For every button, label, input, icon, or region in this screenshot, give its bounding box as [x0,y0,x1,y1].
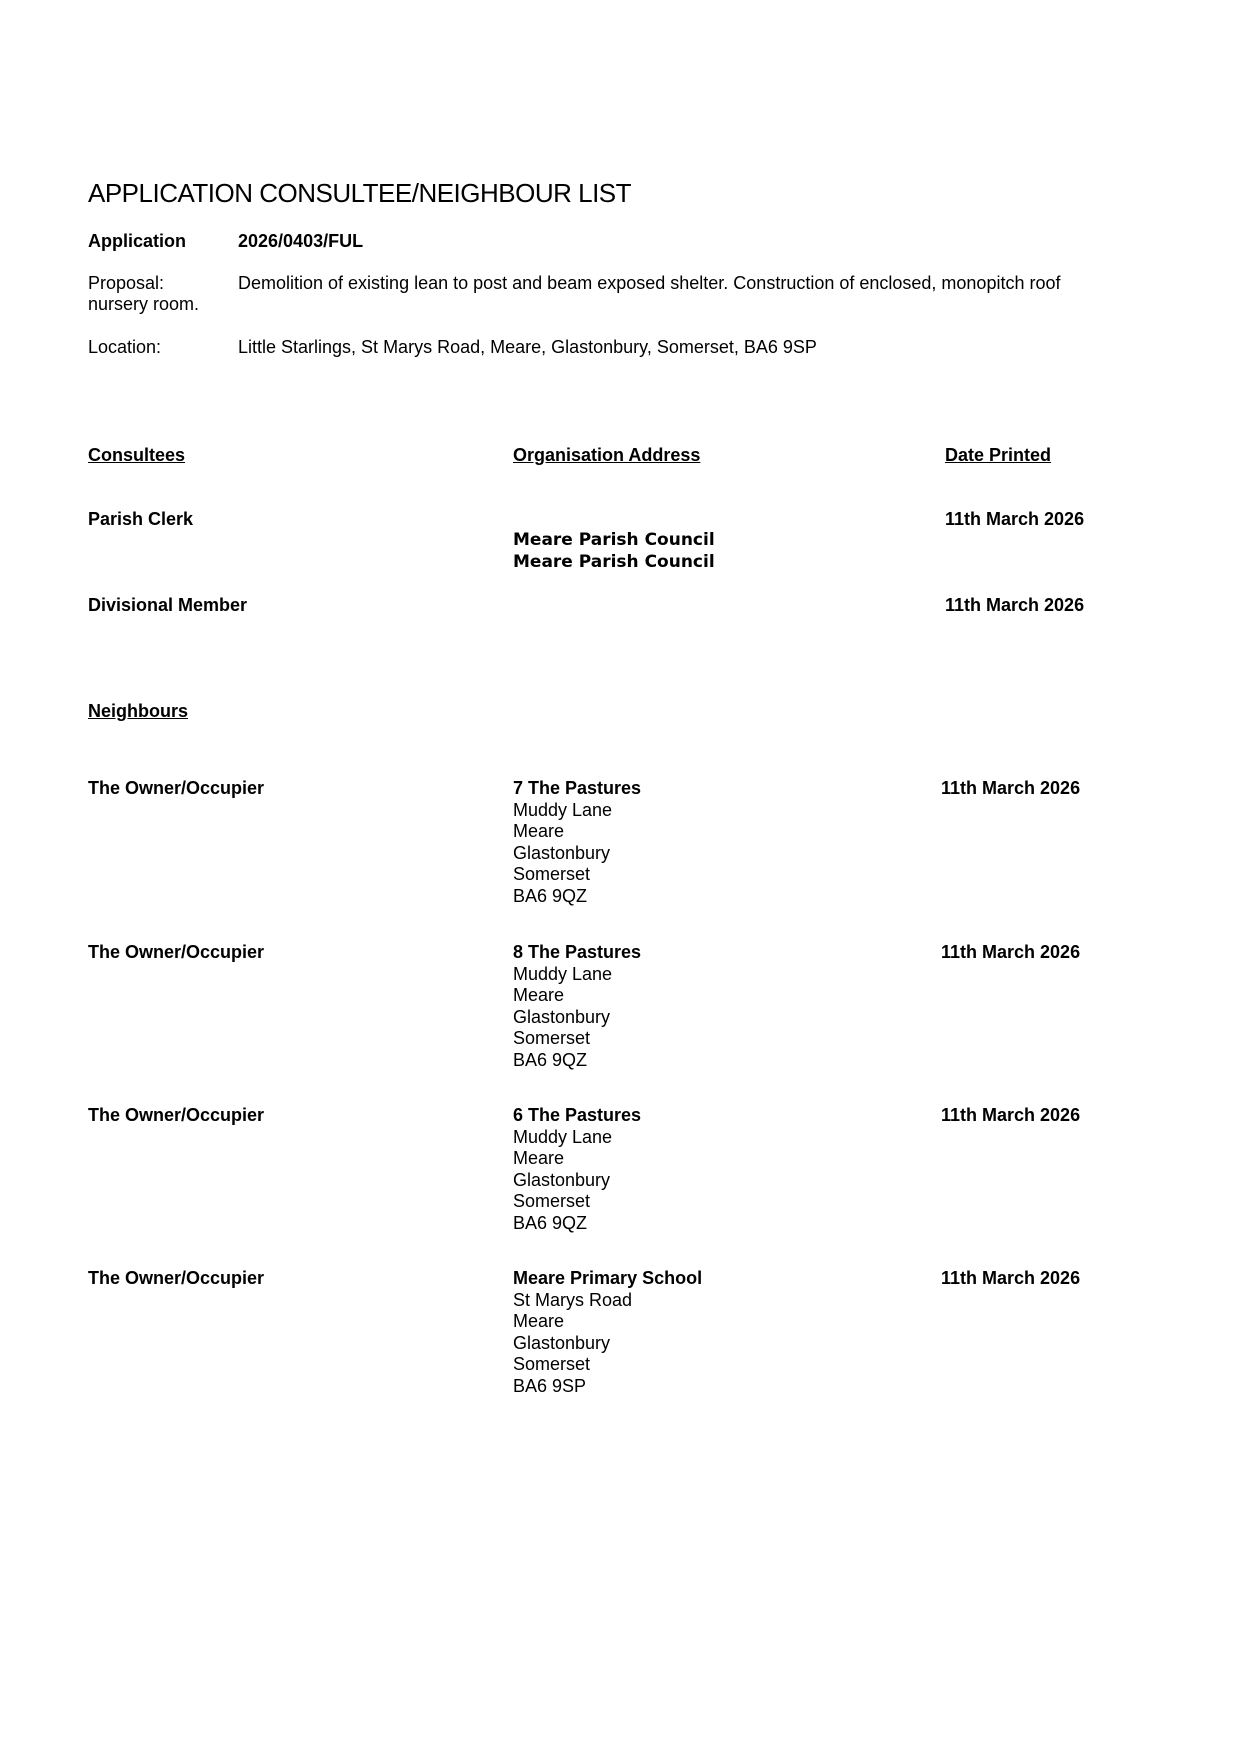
consultee-date: 11th March 2026 [945,595,1085,615]
consultees-header: Consultees [88,445,186,465]
neighbour-date: 11th March 2026 [941,1268,1081,1288]
consultee-organisation [513,530,715,573]
page-title: APPLICATION CONSULTEE/NEIGHBOUR LIST [88,178,632,208]
neighbour-name: The Owner/Occupier [88,778,265,798]
neighbour-address [513,1105,641,1235]
address-line: Somerset [513,1028,591,1049]
neighbour-address [513,778,641,908]
address-line: Meare [513,985,565,1006]
address-line: Meare [513,1311,565,1332]
proposal-text: Demolition of existing lean to post and beam exposed shelter. Construction of enclosed, monopitch roof [238,273,1061,293]
address-line: Somerset [513,1191,591,1212]
address-line: Meare [513,1148,565,1169]
address-line: Glastonbury [513,1169,611,1190]
location-label: Location: [88,337,162,357]
application-number: 2026/0403/FUL [238,231,364,251]
proposal-continuation: nursery room. [88,294,200,314]
neighbour-address [513,1268,702,1398]
proposal-label: Proposal: [88,273,165,293]
consultee-date: 11th March 2026 [945,509,1085,529]
neighbour-date: 11th March 2026 [941,1105,1081,1125]
address-line: St Marys Road [513,1289,633,1310]
neighbour-address [513,942,641,1072]
date-printed-header: Date Printed [945,445,1052,465]
address-line: BA6 9SP [513,1375,587,1396]
neighbour-name: The Owner/Occupier [88,942,265,962]
neighbour-name: The Owner/Occupier [88,1268,265,1288]
neighbour-date: 11th March 2026 [941,778,1081,798]
address-line: Muddy Lane [513,1126,613,1147]
address-line: 8 The Pastures [513,942,642,962]
address-line: Meare [513,821,565,842]
address-line: Muddy Lane [513,963,613,984]
address-line: Somerset [513,1354,591,1375]
location-text: Little Starlings, St Marys Road, Meare, Glastonbury, Somerset, BA6 9SP [238,337,817,357]
address-line: Muddy Lane [513,799,613,820]
organisation-address-header: Organisation Address [513,445,701,465]
address-line: BA6 9QZ [513,1212,588,1233]
neighbour-name: The Owner/Occupier [88,1105,265,1125]
consultee-name: Divisional Member [88,595,248,615]
address-line: Somerset [513,864,591,885]
neighbour-date: 11th March 2026 [941,942,1081,962]
organisation-line: Meare Parish Council [513,551,715,572]
application-label: Application [88,231,186,251]
organisation-line: Meare Parish Council [513,530,715,550]
consultee-name: Parish Clerk [88,509,194,529]
address-line: Meare Primary School [513,1268,703,1288]
address-line: Glastonbury [513,1006,611,1027]
address-line: Glastonbury [513,842,611,863]
address-line: 6 The Pastures [513,1105,642,1125]
neighbours-header: Neighbours [88,701,189,721]
address-line: BA6 9QZ [513,885,588,906]
address-line: 7 The Pastures [513,778,642,798]
address-line: Glastonbury [513,1332,611,1353]
address-line: BA6 9QZ [513,1049,588,1070]
